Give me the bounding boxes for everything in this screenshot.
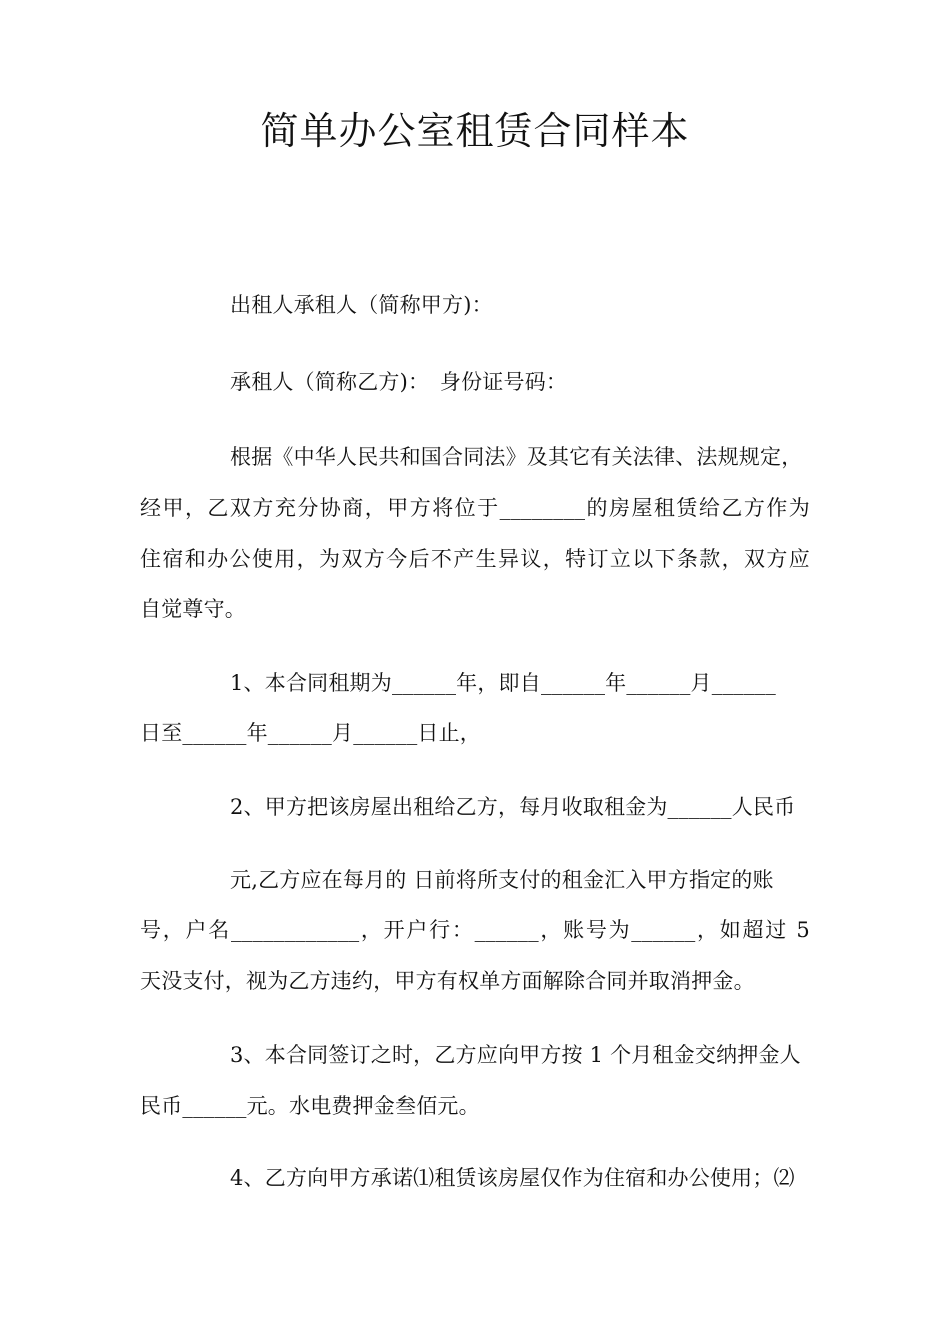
preamble-line-3: 住宿和办公使用，为双方今后不产生异议，特订立以下条款，双方应: [140, 547, 810, 571]
clause-2-line-3: 号，户名____________，开户行：______，账号为______，如超过 5: [140, 918, 810, 942]
lessee-line: 承租人（简称乙方)： 身份证号码：: [230, 370, 568, 394]
document-title: 简单办公室租赁合同样本: [260, 109, 690, 153]
clause-3-line-1: 3、本合同签订之时，乙方应向甲方按 1 个月租金交纳押金人: [230, 1043, 801, 1067]
clause-3-line-2: 民币______元。水电费押金叁佰元。: [140, 1094, 480, 1118]
preamble-line-4: 自觉尊守。: [140, 597, 246, 621]
preamble-line-2: 经甲，乙双方充分协商，甲方将位于________的房屋租赁给乙方作为: [140, 496, 810, 520]
lessor-line: 出租人承租人（简称甲方)：: [230, 293, 493, 317]
clause-2-line-2: 元,乙方应在每月的 日前将所支付的租金汇入甲方指定的账: [230, 868, 774, 892]
clause-1-line-1: 1、本合同租期为______年，即自______年______月______: [230, 671, 776, 695]
preamble-line-1: 根据《中华人民共和国合同法》及其它有关法律、法规规定，: [230, 445, 803, 469]
clause-2-line-4: 天没支付，视为乙方违约，甲方有权单方面解除合同并取消押金。: [140, 969, 755, 993]
clause-1-line-2: 日至______年______月______日止，: [140, 721, 481, 745]
clause-2-line-1: 2、甲方把该房屋出租给乙方，每月收取租金为______人民币: [230, 795, 796, 819]
clause-4-line-1: 4、乙方向甲方承诺⑴租赁该房屋仅作为住宿和办公使用；⑵: [230, 1166, 795, 1190]
